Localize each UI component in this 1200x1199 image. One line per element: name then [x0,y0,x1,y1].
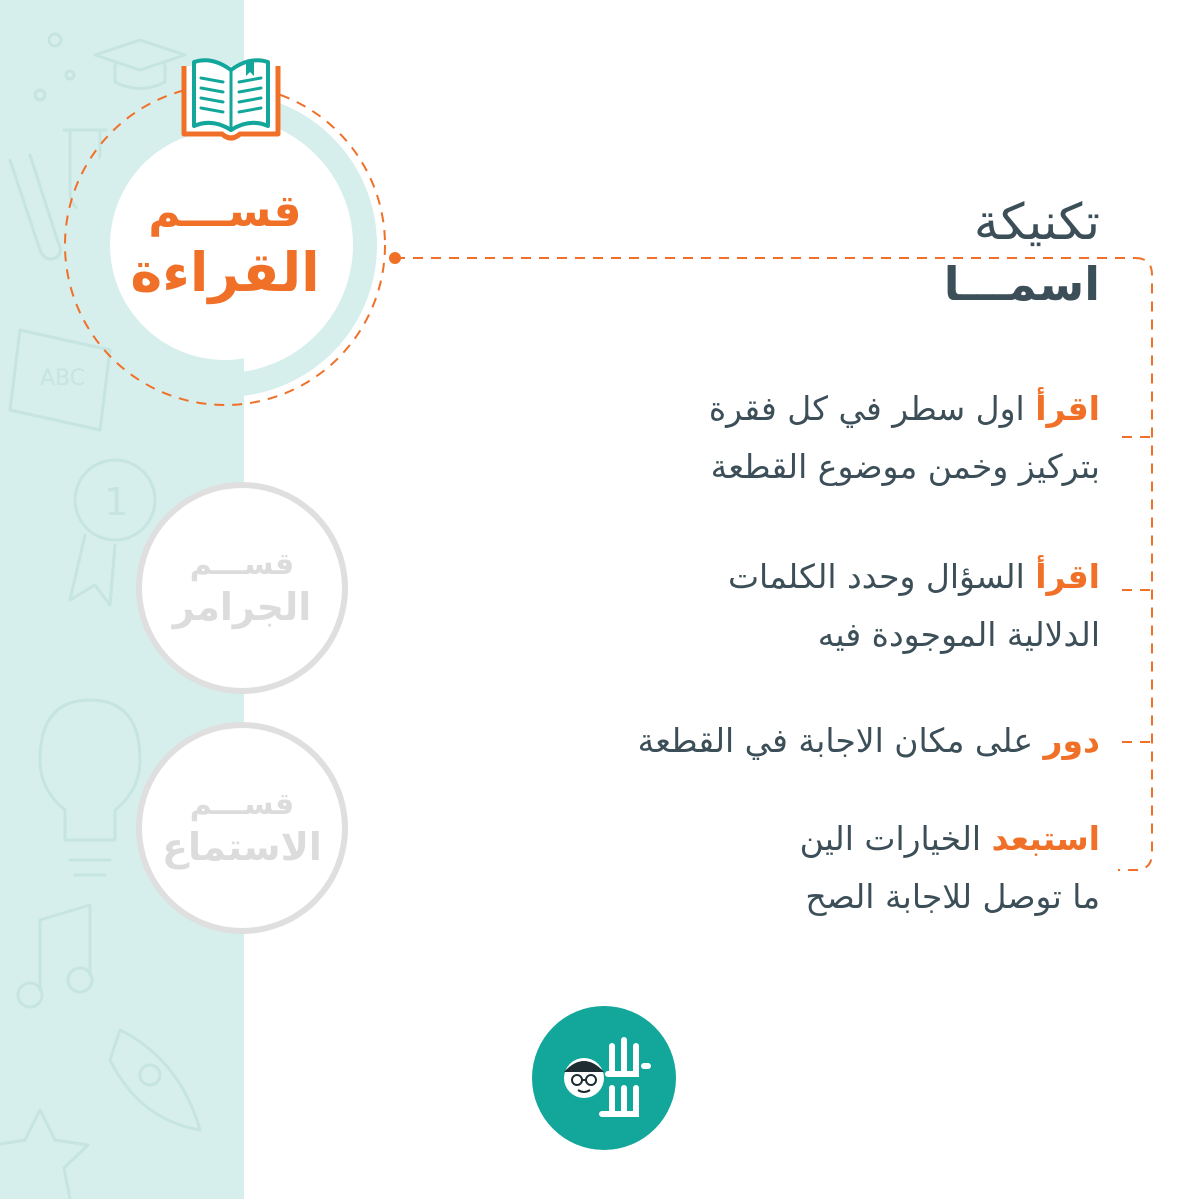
tip-1-keyword: اقرأ [1035,389,1100,428]
title-line-1: تكنيكة [973,193,1100,251]
section-listening-label-1: قســـم [189,786,295,822]
section-grammar-circle[interactable] [136,482,348,694]
connector-dot [389,252,401,264]
tip-2-text: السؤال وحدد الكلمات [727,557,1036,596]
section-grammar-label-1: قســـم [189,546,295,582]
connector-bracket [1118,258,1152,870]
tip-1-line-2: بتركيز وخمن موضوع القطعة [710,447,1100,486]
tip-4-text: الخيارات الين [799,819,992,858]
tip-2-keyword: اقرأ [1035,557,1100,596]
svg-text:ABC: ABC [40,366,86,391]
section-listening-circle[interactable] [136,722,348,934]
open-book-icon [176,56,286,146]
logo-mark-icon [532,1006,676,1150]
svg-text:1: 1 [104,480,129,524]
section-reading-label-2: القراءة [130,240,320,304]
tip-3 [480,712,1100,770]
tip-4-keyword: استبعد [991,819,1100,858]
tip-4-line-2: ما توصل للاجابة الصح [805,877,1100,916]
title-line-2: اسمـــا [943,257,1100,311]
tip-3-text: على مكان الاجابة في القطعة [637,721,1044,760]
section-reading-circle[interactable] [110,130,340,360]
tip-2-line-2: الدلالية الموجودة فيه [817,615,1100,654]
section-grammar-label-2: الجرامر [172,584,312,629]
tip-1 [480,380,1100,496]
tip-1-text: اول سطر في كل فقرة [708,389,1036,428]
tip-2 [480,548,1100,664]
tip-3-keyword: دور [1043,721,1100,760]
section-listening-label-2: الاستماع [162,824,322,869]
section-reading-label-1: قســـم [148,186,302,238]
technique-title [680,190,1100,315]
dalil-alsteeb-logo [532,1006,676,1150]
tip-4 [480,810,1100,926]
